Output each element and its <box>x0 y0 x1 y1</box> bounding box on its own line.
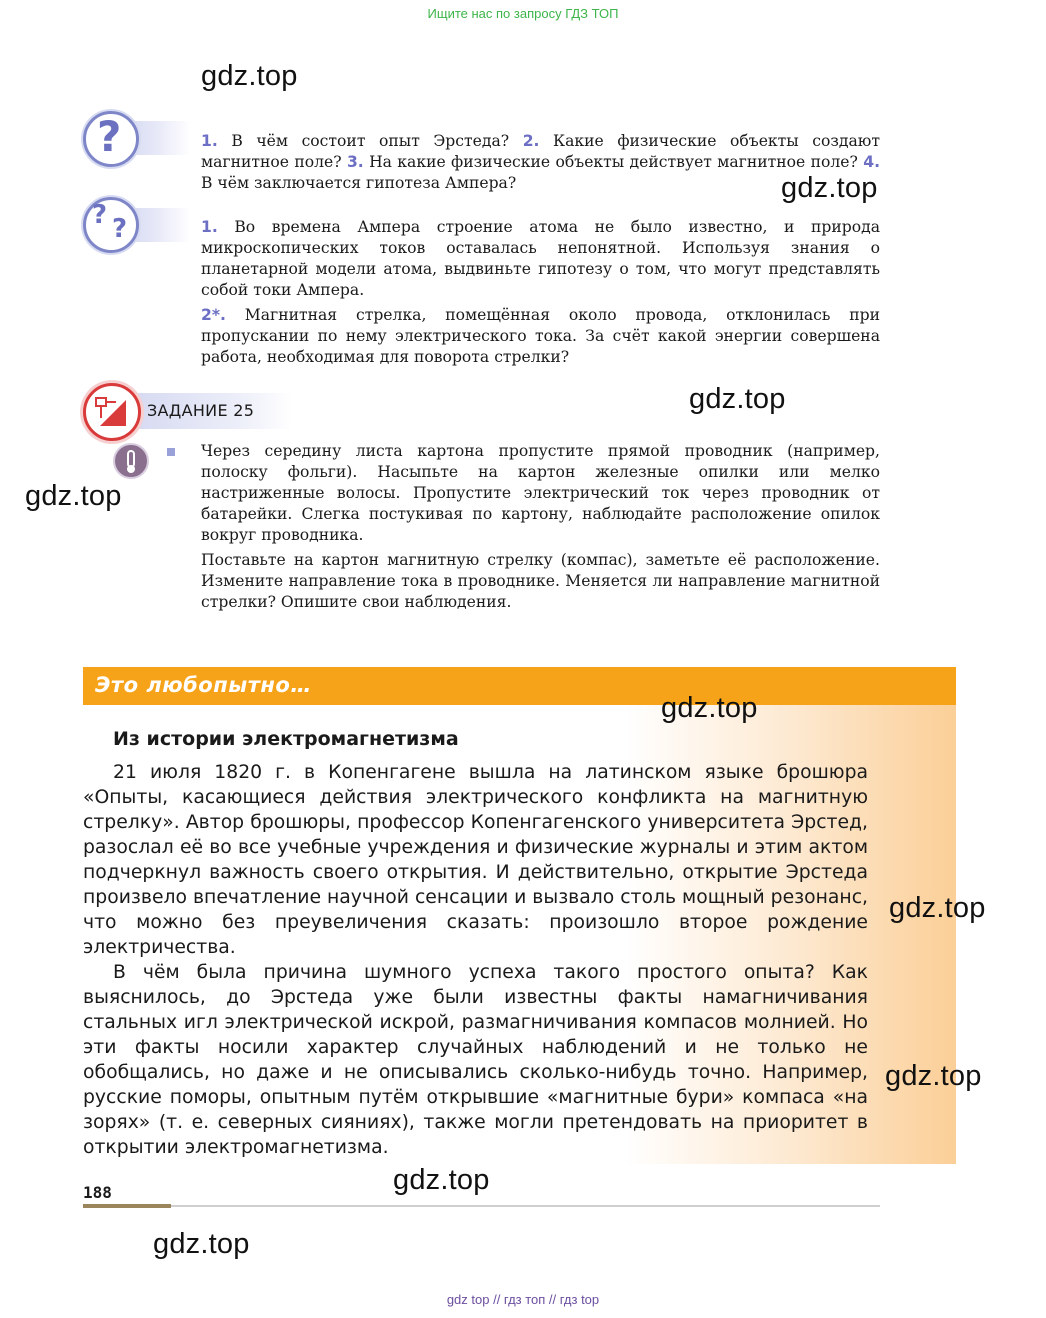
question-number: 3. <box>346 153 364 171</box>
question-text: На какие физические объекты действует магнитное поле? <box>363 153 864 171</box>
bullet-marker <box>167 448 175 456</box>
watermark: gdz.top <box>201 60 298 92</box>
question-number: 1. <box>201 132 218 150</box>
question-number: 1. <box>201 218 218 236</box>
history-body <box>83 760 868 1160</box>
experiment-task-icon <box>83 383 141 441</box>
task-paragraph: Поставьте на картон магнитную стрелку (компас), заметьте её расположение. Измените направление тока в проводнике. Меняется ли направление магнитной стрелки? Опишите свои наблюдения. <box>201 551 880 611</box>
question-text: В чём состоит опыт Эрстеда? <box>217 132 523 150</box>
task-paragraph: Через середину листа картона пропустите прямой проводник (например, полоску фольги). Насыпьте на картон железные опилки или мелко настриженные волосы. Пропустите электрический ток через проводник от батарейки. Слегка постукивая по картону, наблюдайте расположение опилок вокруг проводника. <box>201 442 880 544</box>
watermark: gdz.top <box>25 480 122 512</box>
watermark: gdz.top <box>661 692 758 724</box>
review-questions <box>201 131 880 198</box>
question-text: В чём заключается гипотеза Ампера? <box>201 174 517 192</box>
double-question-icon: ? ? <box>83 197 139 253</box>
curious-header: Это любопытно… <box>95 673 312 697</box>
task-title: ЗАДАНИЕ 25 <box>147 401 255 420</box>
watermark: gdz.top <box>393 1164 490 1196</box>
question-number: 2. <box>522 132 540 150</box>
history-title: Из истории электромагнетизма <box>113 728 459 750</box>
question-text: Какие физические объекты создают магнитное поле? <box>201 132 880 171</box>
top-banner[interactable]: Ищите нас по запросу ГДЗ ТОП <box>427 6 619 21</box>
page-rule <box>171 1205 880 1207</box>
watermark: gdz.top <box>689 383 786 415</box>
discussion-questions <box>201 217 880 372</box>
page-number: 188 <box>83 1183 112 1202</box>
footer-links[interactable]: gdz top // гдз топ // гдз top <box>446 1292 600 1307</box>
watermark: gdz.top <box>153 1228 250 1260</box>
watermark: gdz.top <box>889 892 986 924</box>
task-text <box>201 441 880 617</box>
discussion-text: Во времена Ампера строение атома не было известно, и природа микроскопических токов оставалась непонятной. Используя знания о планетарной модели атома, выдвиньте гипотезу о том, что могут представлять собой токи Ампера. <box>201 218 880 299</box>
history-paragraph: 21 июля 1820 г. в Копенгагене вышла на латинском языке брошюра «Опыты, касающиеся действия электрического конфликта на магнитную стрелку». Автор брошюры, профессор Копенгагенского университета Эрстед, разослал её во все учебные учреждения и физические журналы и этим актом подчеркнул важность своего открытия. И действительно, открытие Эрстеда произвело впечатление научной сенсации и вызвало столь мощный резонанс, что можно без преувеличения сказать: произошло второе рождение электричества. <box>83 762 868 958</box>
history-paragraph: В чём была причина шумного успеха такого простого опыта? Как выяснилось, до Эрстеда уже были известны факты намагничивания стальных игл электрической искрой, размагничивания компасов молнией. Но эти факты носили характер случайных наблюдений и не только не обобщались, но даже и не описывались сколько-нибудь точно. Например, русские поморы, опытным путём открывшие «магнитные бури» компаса «на зорях» (т. е. северных сияниях), также могли претендовать на приоритет в открытии электромагнетизма. <box>83 962 868 1158</box>
question-number: 4. <box>863 153 880 171</box>
question-mark-icon: ? <box>83 111 139 167</box>
watermark: gdz.top <box>885 1060 982 1092</box>
watermark: gdz.top <box>781 172 878 204</box>
page-rule-accent <box>83 1204 171 1208</box>
thermometer-icon <box>113 443 149 479</box>
question-number: 2*. <box>201 306 226 324</box>
discussion-text: Магнитная стрелка, помещённая около провода, отклонилась при пропускании по нему электрического тока. За счёт какой энергии совершена работа, необходимая для поворота стрелки? <box>201 306 880 366</box>
